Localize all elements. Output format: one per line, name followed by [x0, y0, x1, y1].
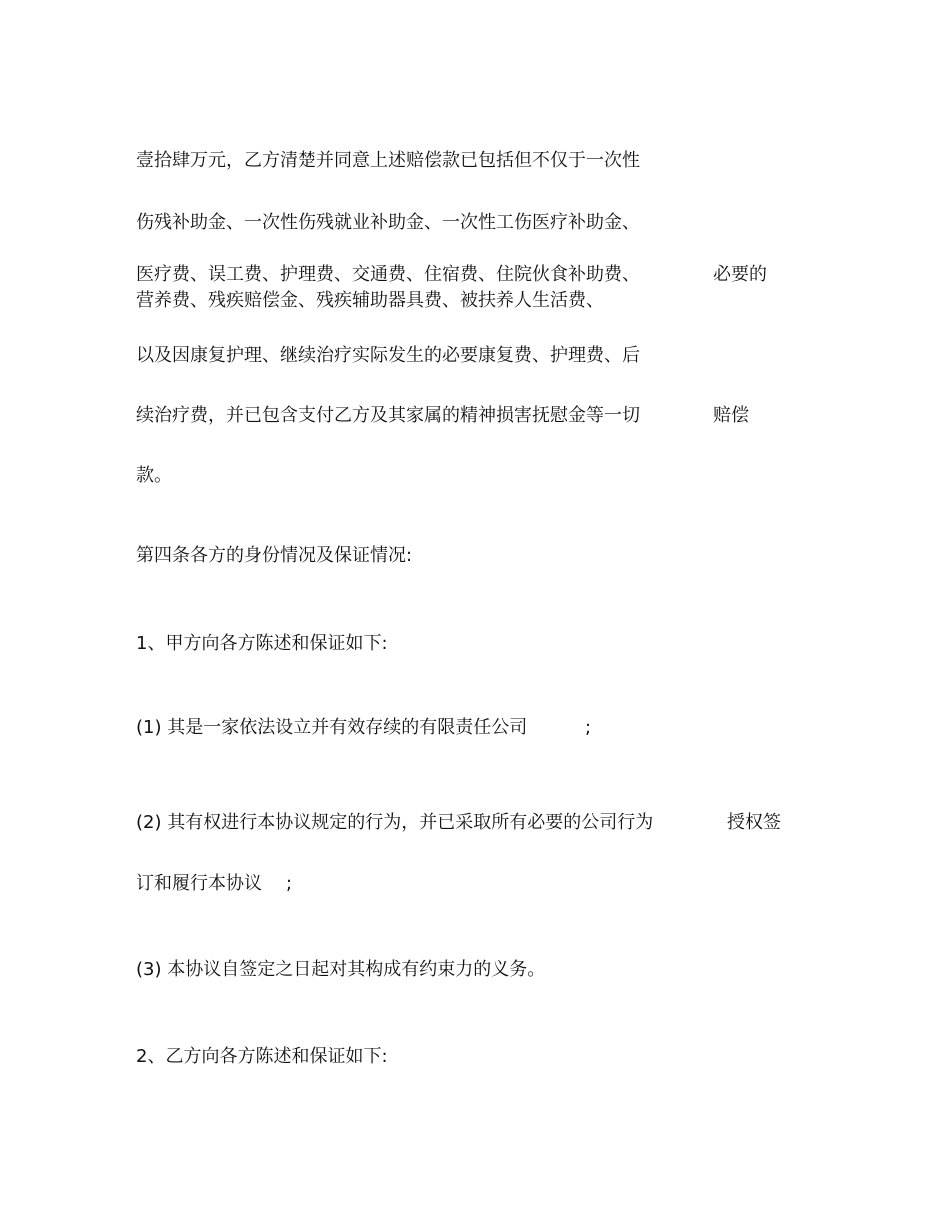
clause-1-item-3: (3) 本协议自签定之日起对其构成有约束力的义务。 [136, 959, 546, 980]
paragraph-line-4: 营养费、残疾赔偿金、残疾辅助器具费、被扶养人生活费、 [136, 290, 604, 311]
article-heading: 第四条各方的身份情况及保证情况: [136, 545, 413, 566]
paragraph-line-6: 续治疗费，并已包含支付乙方及其家属的精神损害抚慰金等一切 [136, 405, 640, 426]
paragraph-line-6-tail: 赔偿 [713, 405, 749, 426]
clause-1-item-2-semicolon: ; [286, 873, 293, 894]
clause-2-heading: 2、乙方向各方陈述和保证如下: [136, 1046, 388, 1067]
paragraph-line-5: 以及因康复护理、继续治疗实际发生的必要康复费、护理费、后 [136, 345, 640, 366]
clause-1-item-2-tail: 授权签 [727, 812, 781, 833]
clause-1-heading: 1、甲方向各方陈述和保证如下: [136, 633, 388, 654]
paragraph-line-3-tail: 必要的 [713, 264, 767, 285]
paragraph-line-3: 医疗费、误工费、护理费、交通费、住宿费、住院伙食补助费、 [136, 264, 640, 285]
paragraph-line-2: 伤残补助金、一次性伤残就业补助金、一次性工伤医疗补助金、 [136, 212, 640, 233]
clause-1-item-1: (1) 其是一家依法设立并有效存续的有限责任公司 [136, 717, 528, 738]
clause-1-item-2: (2) 其有权进行本协议规定的行为，并已采取所有必要的公司行为 [136, 812, 654, 833]
paragraph-line-7: 款。 [136, 465, 172, 486]
paragraph-line-1: 壹拾肆万元，乙方清楚并同意上述赔偿款已包括但不仅于一次性 [136, 150, 640, 171]
clause-1-item-2-cont: 订和履行本协议 [136, 873, 262, 894]
clause-1-item-1-semicolon: ; [585, 717, 592, 738]
